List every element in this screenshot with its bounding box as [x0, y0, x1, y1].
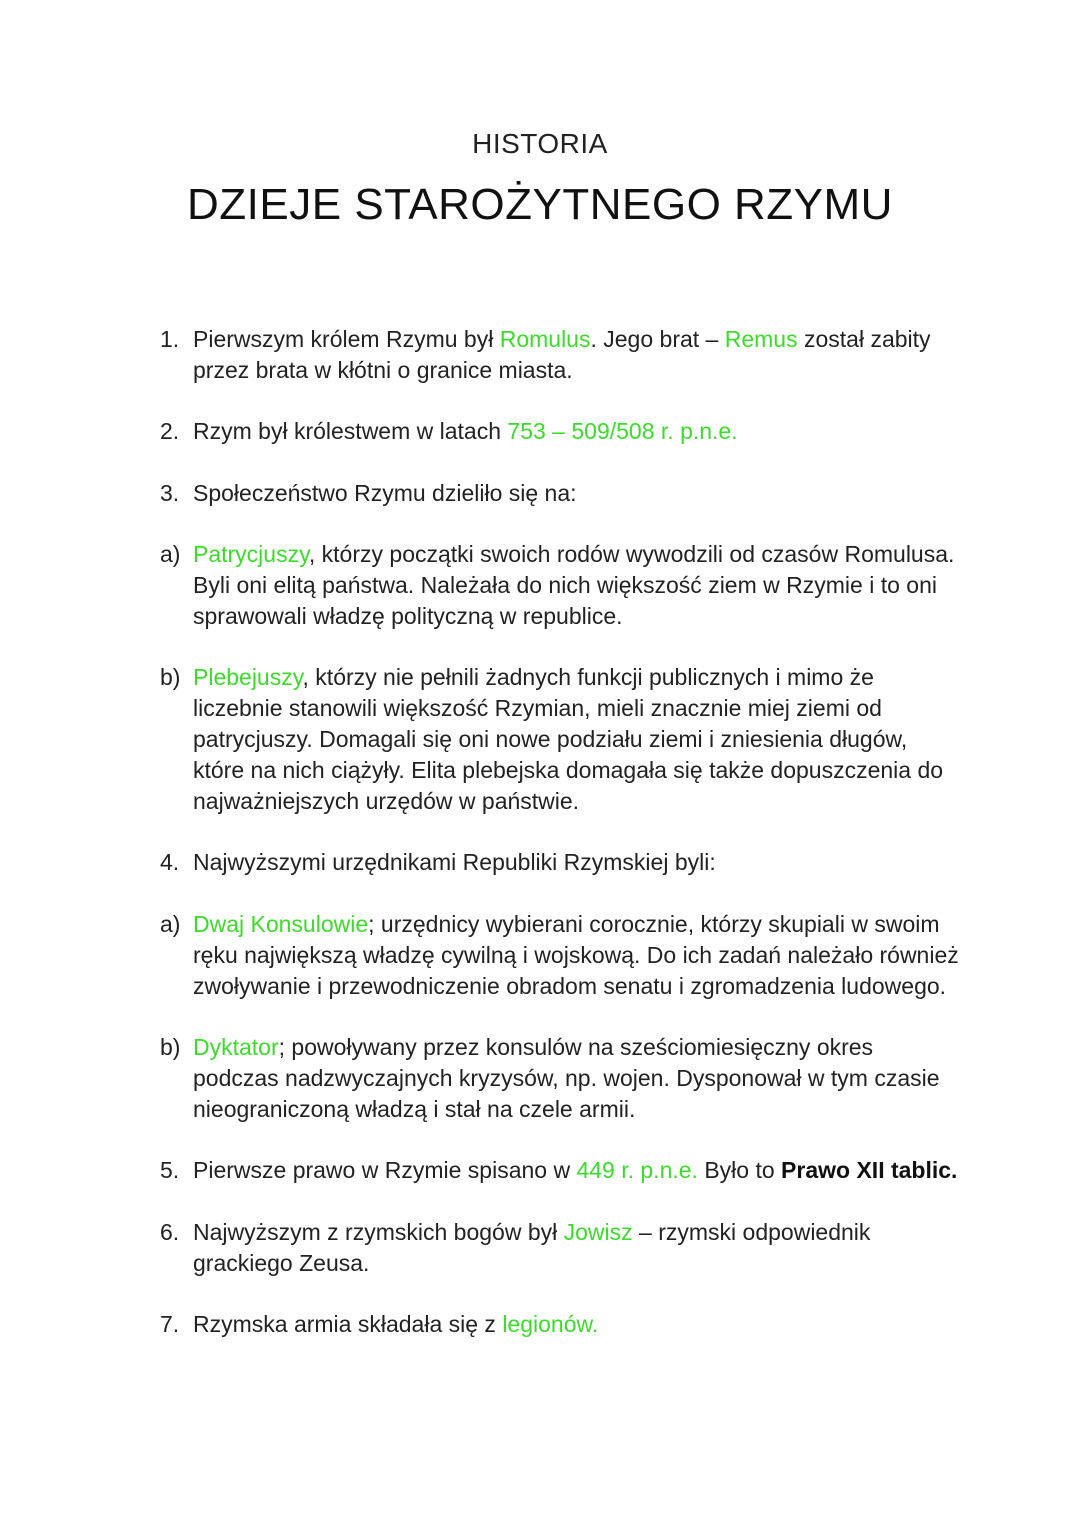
- list-marker: 2.: [160, 418, 180, 444]
- text-run: . Jego brat –: [590, 326, 725, 352]
- highlighted-term: Romulus: [499, 326, 591, 352]
- text-run: został zabity przez brata w kłótni o granice miasta.: [193, 326, 931, 383]
- list-item-text: [193, 847, 960, 878]
- text-run: , którzy początki swoich rodów wywodzili od czasów Romulusa. Byli oni elitą państwa. Należała do nich większość ziem w Rzymie i to oni sprawowali władzę polityczną w republice.: [193, 541, 955, 629]
- text-run: Rzym był królestwem w latach: [193, 418, 508, 444]
- list-item-3a: [160, 539, 960, 632]
- list-item-2: [160, 416, 960, 447]
- list-item-3: [160, 478, 960, 509]
- list-item-text: [193, 1217, 960, 1279]
- list-item-text: [193, 662, 960, 817]
- list-marker: b): [160, 1034, 181, 1060]
- text-run: ; urzędnicy wybierani corocznie, którzy skupiali w swoim ręku największą władzę cywilną i wojskową. Do ich zadań należało również zwoływanie i przewodniczenie obradom senatu i zgromadzenia ludowego.: [193, 911, 959, 999]
- highlighted-term: Patrycjuszy: [193, 541, 309, 567]
- highlighted-term: Jowisz: [563, 1219, 633, 1245]
- list-item-text: [193, 324, 960, 386]
- list-marker: 3.: [160, 480, 180, 506]
- bold-term: Prawo XII tablic.: [781, 1157, 958, 1183]
- subject-heading: HISTORIA: [472, 128, 608, 159]
- list-item-4a: [160, 909, 960, 1002]
- list-item-6: [160, 1217, 960, 1279]
- list-marker: 6.: [160, 1219, 180, 1245]
- text-run: Pierwsze prawo w Rzymie spisano w: [193, 1157, 577, 1183]
- list-item-1: [160, 324, 960, 386]
- highlighted-term: Plebejuszy: [193, 664, 303, 690]
- list-item-text: [193, 539, 960, 632]
- text-run: Rzymska armia składała się z: [193, 1311, 503, 1337]
- list-item-text: [193, 1032, 960, 1125]
- list-item-text: [193, 478, 960, 509]
- text-run: Najwyższym z rzymskich bogów był: [193, 1219, 564, 1245]
- list-item-text: [193, 1155, 960, 1186]
- list-marker: 4.: [160, 849, 180, 875]
- list-item-4b: [160, 1032, 960, 1125]
- highlighted-term: Dwaj Konsulowie: [193, 911, 369, 937]
- text-run: Było to: [697, 1157, 782, 1183]
- list-marker: 5.: [160, 1157, 180, 1183]
- text-run: , którzy nie pełnili żadnych funkcji publicznych i mimo że liczebnie stanowili większość Rzymian, mieli znacznie miej ziemi od patrycjuszy. Domagali się oni nowe podziału ziemi i zniesienia długów, które na nich ciążyły. Elita plebejska domagała się także dopuszczenia do najważniejszych urzędów w państwie.: [193, 664, 944, 814]
- text-run: Społeczeństwo Rzymu dzieliło się na:: [193, 480, 577, 506]
- highlighted-term: legionów.: [502, 1311, 599, 1337]
- page-title: DZIEJE STAROŻYTNEGO RZYMU: [187, 180, 893, 229]
- list-item-4: [160, 847, 960, 878]
- list-marker: a): [160, 541, 181, 567]
- list-item-5: [160, 1155, 960, 1186]
- list-item-text: [193, 416, 960, 447]
- list-item-7: [160, 1309, 960, 1340]
- list-item-3b: [160, 662, 960, 817]
- list-item-text: [193, 909, 960, 1002]
- list-marker: a): [160, 911, 181, 937]
- highlighted-term: Dyktator: [193, 1034, 279, 1060]
- highlighted-term: Remus: [724, 326, 798, 352]
- list-marker: b): [160, 664, 181, 690]
- text-run: Pierwszym królem Rzymu był: [193, 326, 500, 352]
- highlighted-term: 449 r. p.n.e.: [576, 1157, 698, 1183]
- text-run: – rzymski odpowiednik grackiego Zeusa.: [193, 1219, 871, 1276]
- text-run: Najwyższymi urzędnikami Republiki Rzymskiej byli:: [193, 849, 716, 875]
- highlighted-term: 753 – 509/508 r. p.n.e.: [507, 418, 738, 444]
- list-item-text: [193, 1309, 960, 1340]
- list-marker: 7.: [160, 1311, 180, 1337]
- text-run: ; powoływany przez konsulów na sześciomiesięczny okres podczas nadzwyczajnych kryzysów, np. wojen. Dysponował w tym czasie nieograniczoną władzą i stał na czele armii.: [193, 1034, 940, 1122]
- list-marker: 1.: [160, 326, 180, 352]
